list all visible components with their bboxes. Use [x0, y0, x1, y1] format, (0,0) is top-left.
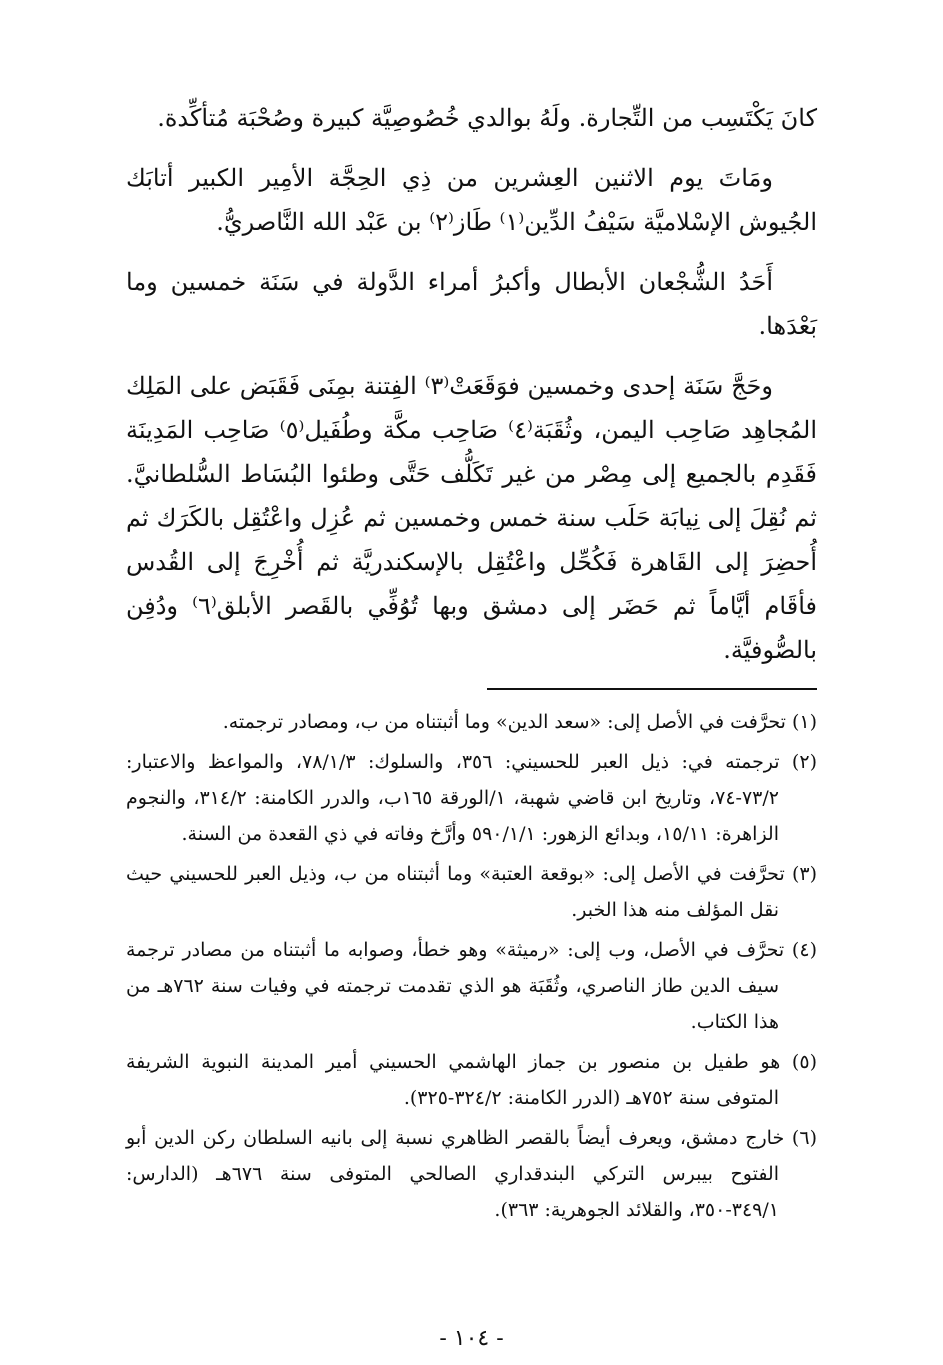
footnote-2: (٢) ترجمته في: ذيل العبر للحسيني: ٣٥٦، والسلوك: ٧٨/١/٣، والمواعظ والاعتبار: ٧٣/٢-٧٤، وتاريخ ابن قاضي شهبة، ١/الورقة ١٦٥ب، والدرر الكامنة: ٣١٤/٢، والنجوم الزاهرة: ١٥/١١، وبدائع الزهور: ٥٩٠/١/١ وأرَّخ وفاته في ذي القعدة من السنة.: [126, 751, 817, 845]
main-text: [126, 96, 817, 672]
paragraph-4: وحَجَّ سَنَة إحدى وخمسين فوَقَعَتْ⁽٣⁾ الفِتنة بمِنَى فَقَبَض على المَلِك المُجاهِد صَاحِب اليمن، وثُقَبَة⁽٤⁾ صَاحِب مكَّة وطُفَيل⁽٥⁾ صَاحِب المَدِينَة فَقَدِم بالجميع إلى مِصْر من غير تَكَلُّف حَتَّى وطئوا البُسَاط السُّلطانيَّ. ثم نُقِلَ إلى نِيابَة حَلَب سنة خمس وخمسين ثم عُزِل واعْتُقِل بالكَرَك ثم أُحضِرَ إلى القَاهرة فَكُحِّل واعْتُقِل بالإسكندريَّة ثم أُخْرِجَ إلى القُدس فأقَام أيَّاماً ثم حَضَر إلى دمشق وبها تُوُفِّي بالقَصر الأبلق⁽٦⁾ ودُفِن بالصُّوفيَّة.: [126, 372, 817, 664]
footnote-6: (٦) خارج دمشق، ويعرف أيضاً بالقصر الظاهري نسبة إلى بانيه السلطان ركن الدين أبو الفتوح بيبرس التركي البندقداري الصالحي المتوفى سنة ٦٧٦هـ (الدارس: ٣٤٩/١-٣٥٠، والقلائد الجوهرية: ٣٦٣).: [126, 1127, 817, 1221]
paragraph-3: أَحَدُ الشُّجْعان الأبطال وأكبرُ أمراء الدَّولة في سَنَة خمسين وما بَعْدَها.: [126, 268, 817, 340]
footnote-5: (٥) هو طفيل بن منصور بن جماز الهاشمي الحسيني أمير المدينة النبوية الشريفة المتوفى سنة ٧٥٢هـ (الدرر الكامنة: ٣٢٤/٢-٣٢٥).: [126, 1051, 817, 1109]
page-number: - ١٠٤ -: [439, 1326, 504, 1351]
paragraph-1: كانَ يَكْتَسِب من التِّجارة. ولَهُ بوالدي خُصُوصِيَّة كبيرة وصُحْبَة مُتأكِّدة.: [157, 104, 817, 132]
footnote-1: (١) تحرَّفت في الأصل إلى: «سعد الدين» وما أثبتناه من ب، ومصادر ترجمته.: [222, 711, 817, 733]
footnotes: [126, 704, 817, 1228]
paragraph-2: ومَاتَ يوم الاثنين العِشرين من ذِي الحِجَّة الأمِير الكبير أتابَك الجُيوش الإسْلاميَّة سَيْفُ الدِّين⁽١⁾ طَاز⁽٢⁾ بن عَبْد الله النَّاصريُّ.: [126, 164, 817, 236]
footnote-separator: [487, 688, 817, 690]
footnote-3: (٣) تحرَّفت في الأصل إلى: «بوقعة العتبة» وما أثبتناه من ب، وذيل العبر للحسيني حيث نقل المؤلف منه هذا الخبر.: [126, 863, 817, 921]
footnote-4: (٤) تحرَّف في الأصل، وب إلى: «رميثة» وهو خطأ، وصوابه ما أثبتناه من مصادر ترجمة سيف الدين طاز الناصري، وثُقَبَة هو الذي تقدمت ترجمته في وفيات سنة ٧٦٢هـ من هذا الكتاب.: [126, 939, 817, 1033]
